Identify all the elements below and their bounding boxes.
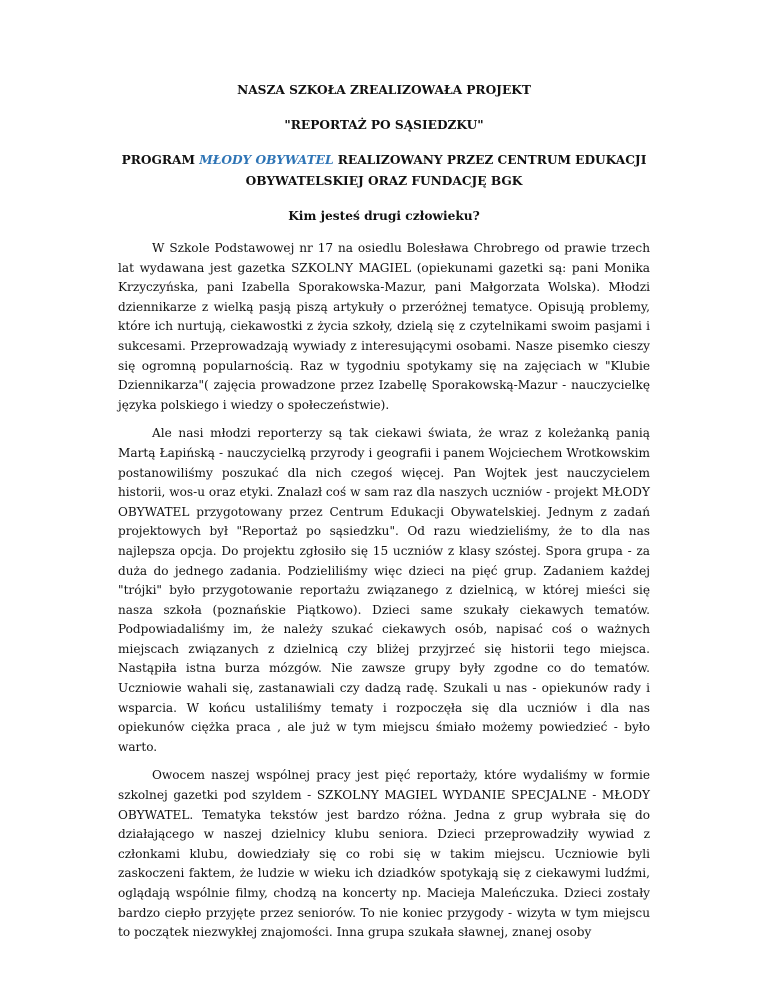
program-heading-prefix: PROGRAM: [121, 153, 200, 167]
document-title: NASZA SZKOŁA ZREALIZOWAŁA PROJEKT: [237, 83, 531, 97]
project-title: "REPORTAŻ PO SĄSIEDZKU": [284, 118, 484, 132]
document-content: [118, 80, 650, 952]
program-name: MŁODY OBYWATEL: [199, 153, 334, 167]
paragraph-1: W Szkole Podstawowej nr 17 na osiedlu Bolesława Chrobrego od prawie trzech lat wydawana jest gazetka SZKOLNY MAGIEL (opiekunami gazetki są: pani Monika Krzyczyńska, pani Izabella Sporakowska-Mazur, pani Małgorzata Wolska). Młodzi dziennikarze z wielką pasją piszą artykuły o przeróżnej tematyce. Opisują problemy, które ich nurtują, ciekawostki z życia szkoły, dzielą się z czytelnikami swoim pasjami i sukcesami. Przeprowadzają wywiady z interesującymi osobami. Nasze pisemko cieszy się ogromną popularnością. Raz w tygodniu spotykamy się na zajęciach w "Klubie Dziennikarza"( zajęcia prowadzone przez Izabellę Sporakowską-Mazur - nauczycielkę języka polskiego i wiedzy o społeczeństwie).: [118, 241, 650, 412]
paragraph-3: Owocem naszej wspólnej pracy jest pięć reportaży, które wydaliśmy w formie szkolnej gazetki pod szyldem - SZKOLNY MAGIEL WYDANIE SPECJALNE - MŁODY OBYWATEL. Tematyka tekstów jest bardzo różna. Jedna z grup wybrała się do działającego w naszej dzielnicy klubu seniora. Dzieci przeprowadziły wywiad z członkami klubu, dowiedziały się co robi się w takim miejscu. Uczniowie byli zaskoczeni faktem, że ludzie w wieku ich dziadków spotykają się z ciekawymi ludźmi, oglądają wspólnie filmy, chodzą na koncerty np. Macieja Maleńczuka. Dzieci zostały bardzo ciepło przyjęte przez seniorów. To nie koniec przygody - wizyta w tym miejscu to początek niezwykłej znajomości. Inna grupa szukała sławnej, znanej osoby: [118, 768, 650, 940]
program-heading-suffix: REALIZOWANY PRZEZ CENTRUM EDUKACJI OBYWATELSKIEJ ORAZ FUNDACJĘ BGK: [245, 153, 647, 188]
program-heading: [118, 150, 650, 192]
article-subtitle: Kim jesteś drugi człowieku?: [288, 209, 480, 223]
paragraph-2: Ale nasi młodzi reporterzy są tak ciekawi świata, że wraz z koleżanką panią Martą Łapińską - nauczycielką przyrody i geografii i panem Wojciechem Wrotkowskim postanowiliśmy poszukać dla nich czegoś więcej. Pan Wojtek jest nauczycielem historii, wos-u oraz etyki. Znalazł coś w sam raz dla naszych uczniów - projekt MŁODY OBYWATEL przygotowany przez Centrum Edukacji Obywatelskiej. Jednym z zadań projektowych był "Reportaż po sąsiedzku". Od razu wiedzieliśmy, że to dla nas najlepsza opcja. Do projektu zgłosiło się 15 uczniów z klasy szóstej. Spora grupa - za duża do jednego zadania. Podzieliliśmy więc dzieci na pięć grup. Zadaniem każdej "trójki" było przygotowanie reportażu związanego z dzielnicą, w której mieści się nasza szkoła (poznańskie Piątkowo). Dzieci same szukały ciekawych tematów. Podpowiadaliśmy im, że należy szukać ciekawych osób, napisać coś o ważnych miejscach związanych z dzielnicą czy bliżej przyjrzeć się historii tego miejsca. Nastąpiła istna burza mózgów. Nie zawsze grupy były zgodne co do tematów. Uczniowie wahali się, zastanawiali czy dadzą radę. Szukali u nas - opiekunów rady i wsparcia. W końcu ustaliliśmy tematy i rozpoczęła się dla uczniów i dla nas opiekunów ciężka praca , ale już w tym miejscu śmiało możemy powiedzieć - było warto.: [118, 426, 650, 754]
